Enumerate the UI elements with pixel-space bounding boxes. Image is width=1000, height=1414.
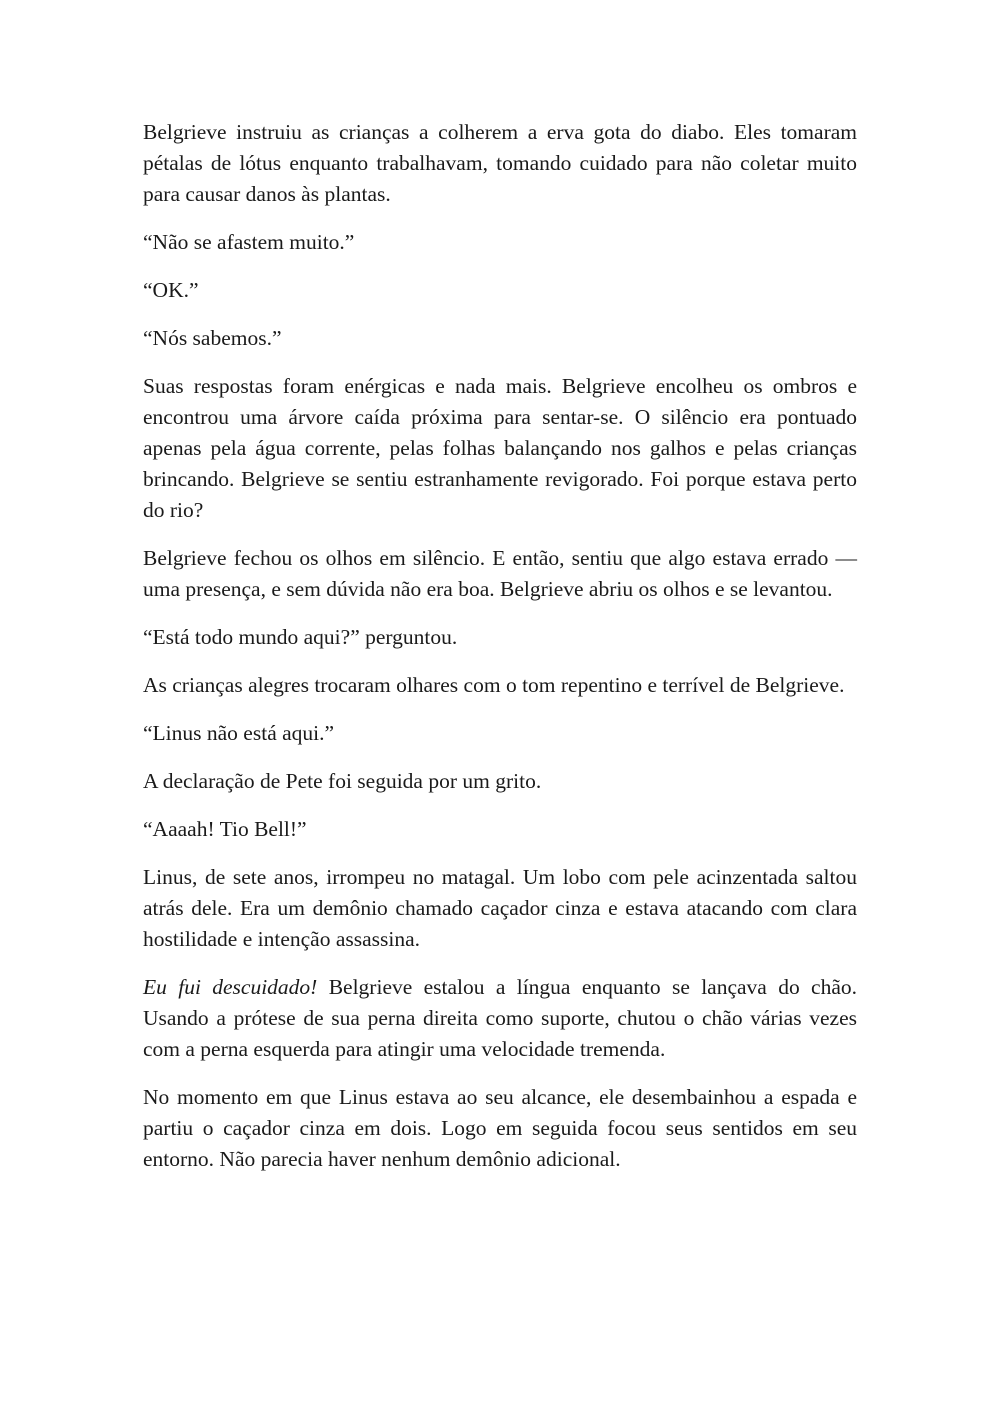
dialogue-line: “Está todo mundo aqui?” perguntou. bbox=[143, 625, 458, 649]
paragraph: Linus, de sete anos, irrompeu no matagal. Um lobo com pele acinzentada saltou atrás dele. Era um demônio chamado caçador cinza e estava atacando com clara hostilidade e intenção assassina. bbox=[143, 865, 857, 951]
paragraph: Belgrieve instruiu as crianças a colherem a erva gota do diabo. Eles tomaram pétalas de lótus enquanto trabalhavam, tomando cuidado para não coletar muito para causar danos às plantas. bbox=[143, 120, 857, 206]
dialogue-line: “OK.” bbox=[143, 278, 199, 302]
paragraph: As crianças alegres trocaram olhares com o tom repentino e terrível de Belgrieve. bbox=[143, 673, 845, 697]
paragraph: Belgrieve fechou os olhos em silêncio. E então, sentiu que algo estava errado — uma presença, e sem dúvida não era boa. Belgrieve abriu os olhos e se levantou. bbox=[143, 546, 857, 601]
paragraph: A declaração de Pete foi seguida por um grito. bbox=[143, 769, 542, 793]
dialogue-line: “Aaaah! Tio Bell!” bbox=[143, 817, 307, 841]
dialogue-line: “Linus não está aqui.” bbox=[143, 721, 335, 745]
italic-thought: Eu fui descuidado! bbox=[143, 975, 318, 999]
dialogue-line: “Não se afastem muito.” bbox=[143, 230, 355, 254]
paragraph: No momento em que Linus estava ao seu alcance, ele desembainhou a espada e partiu o caçador cinza em dois. Logo em seguida focou seus sentidos em seu entorno. Não parecia haver nenhum demônio adicional. bbox=[143, 1085, 857, 1171]
paragraph-text: Belgrieve estalou a língua enquanto se lançava do chão. Usando a prótese de sua perna direita como suporte, chutou o chão várias vezes com a perna esquerda para atingir uma velocidade tremenda. bbox=[143, 975, 857, 1061]
paragraph: Suas respostas foram enérgicas e nada mais. Belgrieve encolheu os ombros e encontrou uma árvore caída próxima para sentar-se. O silêncio era pontuado apenas pela água corrente, pelas folhas balançando nos galhos e pelas crianças brincando. Belgrieve se sentiu estranhamente revigorado. Foi porque estava perto do rio? bbox=[143, 374, 857, 522]
dialogue-line: “Nós sabemos.” bbox=[143, 326, 282, 350]
document-page bbox=[143, 117, 857, 1192]
paragraph bbox=[143, 972, 857, 1065]
